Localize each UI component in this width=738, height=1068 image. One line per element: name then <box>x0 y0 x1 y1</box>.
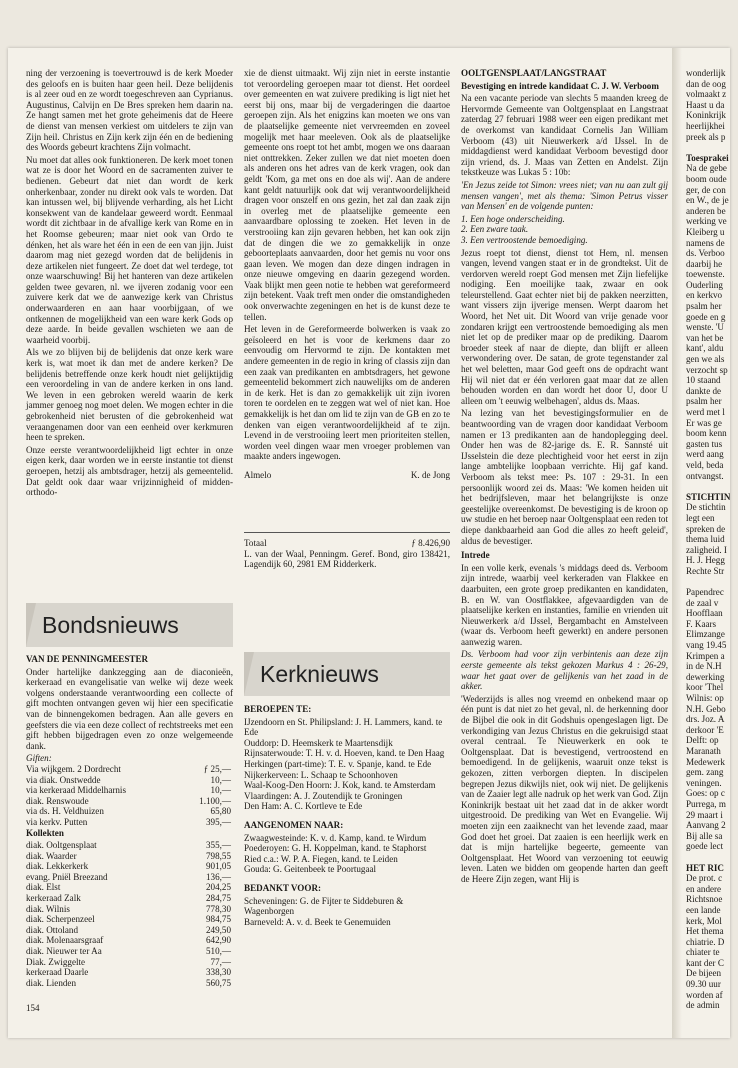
row-amount: 10,— <box>210 774 231 785</box>
text-line: worden af <box>686 989 723 1000</box>
kerknieuws-heading-box <box>244 652 450 696</box>
text-line: volmaakt z <box>686 89 727 100</box>
text-line <box>686 577 730 588</box>
amount-row <box>26 967 231 978</box>
text-line: goede en g <box>686 311 726 322</box>
intrede-title: Intrede <box>461 550 490 561</box>
text-line: toewenste. <box>686 269 725 280</box>
text-line: psalm her <box>686 301 722 312</box>
text-line: Ouderling <box>686 279 723 290</box>
row-name: diak. Wilnis <box>26 903 70 914</box>
text-line: vang 19.45 <box>686 640 727 651</box>
paragraph: Nu moet dat alles ook funktioneren. De kerk moet tonen wat ze is door het Woord en de sacramenten zuiver te bedienen. Gebeurt dat niet dan wordt de kerk onherkenbaar, zonder nu direkt ook vals te worden. Dat kan intussen wel, bij blijvende verharding, als het Licht konsekwent van de kandelaar geweerd wordt. Eenmaal wordt dit zichtbaar in de afvallige kerk van Rome en in het Roomse gebeuren; maar niet ook van Ordo te dénken, het als ware het één in een de een van jijn. Juist daarom mag niet gezegd worden dat de belijdenis in deze artikelen niet fungeert. Ze doet dat wel terdege, tot onze waarschuwing! Bij het hanteren van deze artikelen gelden twee gevaren, nl. we ijveren zodanig voor een zuivere kerk dat we de aanwezige kerk van Christus onderwaarderen en aan haar voorbijgaan, of we ontkennen de mogelijkheid van een ware kerk Gods op deze aarde. In beide gevallen wschieten we aan de waarheid voorbij. <box>26 154 233 345</box>
giften-label: Giften: <box>26 753 52 764</box>
magazine-page <box>8 48 730 1038</box>
text-line: gasten tus <box>686 438 723 449</box>
row-name: via ds. H. Veldhuizen <box>26 806 104 817</box>
totaal-label: Totaal <box>244 538 267 548</box>
text-line: en kerkvo <box>686 290 723 301</box>
list-item: Nijkerkerveen: L. Schaap te Schoonhoven <box>244 769 398 780</box>
text-line: verzocht sp <box>686 364 728 375</box>
paragraph: Ds. Verboom had voor zijn verbintenis aan deze zijn eerste gemeente als tekst gekozen Markus 4 : 26-29, waar het gaat over de gelijkenis van het zaad in de akker. <box>461 649 668 692</box>
column-4-cut <box>686 68 730 1011</box>
list-item: Gouda: G. Geitenbeek te Poortugaal <box>244 864 377 875</box>
text-line: Kleiberg u <box>686 226 725 237</box>
list-item: Waal-Koog-Den Hoorn: J. Kok, kand. te Amsterdam <box>244 780 436 791</box>
quote: 'En Jezus zeide tot Simon: vrees niet; van nu aan zult gij mensen vangen', met als thema: 'Simon Petrus visser van Mensen' en de volgende punten: <box>461 179 668 212</box>
row-amount: 560,75 <box>205 977 231 988</box>
text-line: dan de oog <box>686 78 726 89</box>
amount-row <box>26 935 231 946</box>
bondsnieuws-heading: Bondsnieuws <box>42 611 179 638</box>
text-line: derkoor 'E <box>686 724 724 735</box>
text-line: koor 'Thel <box>686 682 724 693</box>
text-line: ds. Verboo <box>686 248 725 259</box>
amount-row <box>26 957 231 968</box>
row-name: kerkeraad Zalk <box>26 893 81 904</box>
amount-row <box>26 882 231 893</box>
text-line: in de N.H <box>686 661 722 672</box>
paragraph: Het leven in de Gereformeerde bolwerken is vaak zo geïsoleerd en het is voor de kerkmens daar zo eenvoudig om Hervormd te zijn. De kontakten met andere gemeenten in de regio in kring of classis zijn dan een zaak van predikanten en ambtsdragers, het gewone gemeentelid bekommert zich nauwelijks om de anderen in de kerk. Het is dan zo gemakkelijk uit zijn ivoren toren te oordelen en te zeggen wat wel of niet kan. Hoe gemakkelijk is het dan om lid te zijn van de GB en zo te denken van eigen verantwoordelijkheid af te zijn. Levend in de verstrooiing leert men prioriteiten stellen, worden veel dingen waar men vroeger problemen van maakte anders ingewogen. <box>244 324 450 462</box>
text-line: Medewerk <box>686 756 725 767</box>
totaal-block <box>244 538 450 572</box>
amount-row <box>26 806 231 817</box>
text-line: Er was ge <box>686 417 722 428</box>
text-line: HET RIC <box>686 862 724 873</box>
row-name: Via wijkgem. 2 Dordrecht <box>26 763 121 774</box>
row-name: Diak. Zwiggelte <box>26 956 86 967</box>
row-amount: 642,90 <box>205 935 231 946</box>
column-3 <box>461 68 668 887</box>
text-line: Koninkrijk <box>686 110 726 121</box>
row-name: diak. Waarder <box>26 850 77 861</box>
text-line: een lande <box>686 904 721 915</box>
totaal-amount: ƒ 8.426,90 <box>411 538 450 548</box>
text-line: ger, de con <box>686 184 726 195</box>
bondsnieuws-heading-box <box>26 603 233 647</box>
amount-row <box>26 851 231 862</box>
row-amount: 778,30 <box>205 903 231 914</box>
text-line: psalm her <box>686 396 722 407</box>
text-line: veld, beda <box>686 459 724 470</box>
page-number: 154 <box>26 1003 40 1013</box>
text-line: Papendrec <box>686 587 724 598</box>
beroepen-title: BEROEPEN TE: <box>244 704 312 714</box>
text-line: De bijeen <box>686 968 722 979</box>
row-amount: ƒ 25,— <box>203 763 231 774</box>
totaal-address: L. van der Waal, Penningm. Geref. Bond, giro 138421, Lagendijk 60, 2981 EM Ridderkerk. <box>244 548 450 570</box>
text-line: Hoofflaan <box>686 608 723 619</box>
text-line: Aanvang 2 <box>686 820 726 831</box>
bedankt-title: BEDANKT VOOR: <box>244 882 322 893</box>
row-amount: 984,75 <box>205 914 231 925</box>
amount-row <box>26 946 231 957</box>
signature-author: K. de Jong <box>410 469 450 480</box>
text-line: spreken de <box>686 523 726 534</box>
beroepen-list <box>244 717 450 812</box>
text-line: Elimzange <box>686 629 725 640</box>
text-line: N.H. Gebo <box>686 703 726 714</box>
text-line: werd met l <box>686 407 725 417</box>
text-line: kant', aldu <box>686 343 724 354</box>
text-line: boom oude <box>686 173 727 184</box>
row-amount: 10,— <box>210 785 231 796</box>
point: 2. Een zware taak. <box>461 224 529 235</box>
kerknieuws-section <box>244 704 450 927</box>
text-line: Krimpen a <box>686 650 725 661</box>
text-line: 09.30 uur <box>686 979 721 990</box>
giften-table <box>26 764 231 828</box>
text-line: Na de gebe <box>686 163 727 174</box>
text-line: boom kenn <box>686 428 727 439</box>
text-line: wenste. 'U <box>686 322 725 333</box>
kollekten-label: Kollekten <box>26 827 64 838</box>
signature <box>244 470 450 481</box>
list-item: Zwaagwesteinde: K. v. d. Kamp, kand. te Wirdum <box>244 832 427 843</box>
section-title: VAN DE PENNINGMEESTER <box>26 654 149 664</box>
text-line: gem. zang <box>686 767 724 778</box>
text-line: Bij alle sa <box>686 830 723 841</box>
text-line: STICHTIN <box>686 491 730 502</box>
text-line: werking ve <box>686 216 727 227</box>
list-item: Scheveningen: G. de Fijter te Siddeburen & Wagenborgen <box>244 895 404 917</box>
kollekten-table <box>26 840 231 988</box>
row-amount: 77,— <box>210 956 231 967</box>
amount-row <box>26 796 231 807</box>
list-item: Poederoyen: G. H. Koppelman, kand. te Staphorst <box>244 843 427 854</box>
amount-row <box>26 925 231 936</box>
amount-row <box>26 893 231 904</box>
amount-row <box>26 775 231 786</box>
paragraph: Jezus roept tot dienst, dienst tot Hem, nl. mensen vangen, levend vangen staat er in de grondtekst. Uit de verdorven wereld roept God mensen met Zijn liefelijke nodiging. Een moeilijke taak, zwaar en ook teleurstellend. Gaat echter niet bij de pakken neerzitten, want vissers zijn ijverige mensen. Werpt daarom het Woord, het Net uit. Dit Woord van vrije genade voor zondaren krijgt een vertroostende bemoediging als men niet let op de prediker maar op de prediking. Daarom broeder steek af naar de diepte, dan blijft er alleen verwondering over. De satan, de grote tegenstander zal het wel beletten, maar God geeft ons de opdracht want Hij wil niet dat er één verloren gaat maar dat ze allen behouden worden en dan wordt het door U, door U alleen om 't eeuwig welbehagen', aldus ds. Maas. <box>461 247 668 406</box>
amount-row <box>26 872 231 883</box>
row-amount: 338,30 <box>205 967 231 978</box>
paragraph: Na een vacante periode van slechts 5 maanden kreeg de Hervormde Gemeente van Ooltgensplaat en Langstraat zaterdag 27 februari 1988 weer een eigen predikant met de overkomst van kandidaat Cornelis Jan William Verboom (43) uit Nieuwerkerk a/d IJssel. In de middagdienst werd kandidaat Verboom bevestigd door zijn vriend, ds. J. Maas van Zetten en Andelst. Zijn tekstkeuze was Lukas 5 : 10b: <box>461 93 668 178</box>
text-line: Rechte Str <box>686 565 725 576</box>
text-line: ontvangst. <box>686 470 724 481</box>
amount-row <box>26 861 231 872</box>
text-line: kerk, Mol <box>686 915 722 926</box>
paragraph: Onze eerste verantwoordelijkheid ligt echter in onze eigen kerk, daar worden we in eerste instantie tot dienst geroepen, hetzij als ambtsdrager, hetzij als gemeentelid. Dat geldt ook daar waar vrijzinnigheid of midden-orthodo- <box>26 444 233 498</box>
row-amount: 249,50 <box>205 924 231 935</box>
text-line <box>686 852 730 863</box>
list-item: Ried c.a.: W. P. A. Fiegen, kand. te Leiden <box>244 853 398 864</box>
text-line: chiatrie. D <box>686 936 725 947</box>
text-line: zaligheid. I <box>686 544 727 555</box>
text-line: F. Kaars <box>686 618 717 629</box>
text-line: chiater te <box>686 947 720 958</box>
text-line: Maranath <box>686 746 721 756</box>
row-name: diak. Lienden <box>26 977 76 988</box>
article-subtitle: Bevestiging en intrede kandidaat C. J. W. Verboom <box>461 80 659 91</box>
corner-triangle <box>26 603 36 647</box>
list-item: Herkingen (part-time): T. E. v. Spanje, kand. te Ede <box>244 758 432 769</box>
row-name: diak. Renswoude <box>26 795 89 806</box>
text-line: dankte de <box>686 385 722 396</box>
text-line: 10 staand <box>686 375 721 386</box>
row-amount: 355,— <box>205 840 231 851</box>
text-line: de zaal v <box>686 597 719 608</box>
row-amount: 284,75 <box>205 893 231 904</box>
text-line: daarbij he <box>686 258 723 269</box>
row-amount: 1.100,— <box>199 795 231 806</box>
row-name: diak. Ooltgensplaat <box>26 840 97 851</box>
amount-row <box>26 785 231 796</box>
text-line: H. J. Hegg <box>686 555 725 566</box>
list-item: Ouddorp: D. Heemskerk te Maartensdijk <box>244 737 393 748</box>
text-line: anderen be <box>686 205 726 216</box>
corner-triangle <box>244 652 254 696</box>
bondsnieuws-section <box>26 654 233 988</box>
point: 3. Een vertroostende bemoediging. <box>461 234 588 245</box>
amount-row <box>26 904 231 915</box>
paragraph: Als we zo blijven bij de belijdenis dat onze kerk ware kerk is, wat moet ik dan met de andere kerken? De belijdenis betreffende onze kerk houdt niet gelijktijdig een veroordeling in van de andere kerken in ons land. We leven in een gebroken wereld waarin de kerk jammer genoeg nog moet delen. We mogen echter in die gebrokenheid niet berusten of die gebrokenheid wat veraangenamen door van een eenheid over kerkmuren heen te spreken. <box>26 347 233 443</box>
amount-row <box>26 914 231 925</box>
paragraph: xie de dienst uitmaakt. Wij zijn niet in eerste instantie tot veroordeling geroepen maar tot dienst. Het oordeel over gemeenten en wat zuivere prediking is ligt niet het eerst bij ons, maar bij de vergaderingen die daartoe geroepen zijn. Als het enigzins kan moeten we ons van de plaatselijke gemeente niet vervreemden en zoveel mogelijk met haar meeleven. Ook als de plaatselijke gemeente ons roept tot het ambt, mogen we ons daaraan niet onttrekken. Zeker zullen we dat niet moeten doen als anderen ons het adres van de kerk vragen, ook dan geldt 'Kom, ga met ons en doe als wij'. Aan de andere kant geldt natuurlijk ook dat wij verantwoordelijkheid dragen voor onszelf en ons gezin, het zal dan zaak zijn in overleg met de plaatselijke gemeente een aanvaardbare oplossing te zoeken. Het leven in de verstrooiing kan zijn gevaren hebben, het kan ook zijn dat de dingen die we zo gemakkelijk in onze geboorteplaats aanvaarden, door het gemis nu voor ons gaan leven. We mogen dan deze dingen indragen in onze nieuwe omgeving en daarin gezegend worden. Vaak blijkt men geen notie te hebben wat gereformeerd zijn betekent. Vaak treft men onder die omstandigheden ook onverwachte zegeningen en het is de kunst deze te tellen. <box>244 68 450 322</box>
text-line: Het thema <box>686 926 724 937</box>
row-amount: 510,— <box>205 946 231 957</box>
row-name: kerkeraad Daarle <box>26 967 89 978</box>
text-line: veningen. <box>686 777 722 788</box>
text-line: wonderlijk <box>686 68 726 78</box>
row-amount: 65,80 <box>210 806 231 817</box>
row-amount: 395,— <box>205 816 231 827</box>
text-line <box>686 142 730 153</box>
text-line: Delft: op <box>686 735 719 746</box>
text-line: Purrega, m <box>686 798 726 809</box>
text-line <box>686 481 730 492</box>
text-line: Haast u da <box>686 99 725 110</box>
amount-row <box>26 840 231 851</box>
signature-place: Almelo <box>244 469 272 480</box>
divider <box>244 532 450 533</box>
list-item: IJzendoorn en St. Philipsland: J. H. Lammers, kand. te Ede <box>244 716 443 738</box>
text-line: De stichtin <box>686 502 726 513</box>
row-name: via kerkeraad Middelharnis <box>26 785 126 796</box>
page-fold <box>672 48 682 1038</box>
aangenomen-list <box>244 833 450 875</box>
column-2 <box>244 68 450 481</box>
list-item: Vlaardingen: A. J. Zoutendijk te Groningen <box>244 790 403 801</box>
aangenomen-title: AANGENOMEN NAAR: <box>244 819 344 830</box>
row-name: diak. Elst <box>26 882 61 893</box>
amount-row <box>26 817 231 828</box>
list-item: Rijnsaterwoude: T. H. v. d. Hoeven, kand. te Den Haag <box>244 748 445 759</box>
kerknieuws-heading: Kerknieuws <box>260 660 379 687</box>
row-amount: 798,55 <box>205 850 231 861</box>
amount-row <box>26 764 231 775</box>
text-line: dewerking <box>686 671 725 682</box>
text-line: de admin <box>686 1000 720 1011</box>
text-line: Goes: op c <box>686 788 725 799</box>
text-line: heerlijkhei <box>686 120 725 131</box>
row-name: diak. Scherpenzeel <box>26 914 95 925</box>
text-line: goede lect <box>686 841 724 852</box>
row-name: diak. Lekkerkerk <box>26 861 89 872</box>
text-line: De prot. c <box>686 873 723 884</box>
bedankt-list <box>244 896 450 928</box>
amount-row <box>26 978 231 989</box>
text-line: Toesprakei <box>686 152 729 163</box>
text-line: drs. Joz. A <box>686 714 725 725</box>
text-line: kant der C <box>686 957 724 968</box>
paragraph: ning der verzoening is toevertrouwd is de kerk Moeder des geloofs en is buiten haar geen heil. Deze belijdenis is al zeer oud en ze wordt toegeschreven aan Cyprianus. Augustinus, Calvijn en De Bres spreken hem daarin na. Ze hangt samen met het grote geheimenis dat de Heere de dienst van mensen verkiest om uitdelers te zijn van Zijn heil. Christus en Zijn kerk zijn één en de bediening des Woords gebeurt krachtens Zijn volmacht. <box>26 68 233 153</box>
row-amount: 901,05 <box>205 861 231 872</box>
text-line: preek als p <box>686 131 726 142</box>
paragraph: 'Wederzijds is alles nog vreemd en onbekend maar op één punt is dat niet zo het geval, nl. de herkenning door de Bijbel die ook in dit Godshuis opengeslagen ligt. De verkondiging van Jezus Christus en die gekruisigd staat overal centraal. Te Nieuwerkerk en ook te Ooltgensplaat. Dat is bevestigend, vertroostend en bemoedigend. In de gelijkenis, waaruit onze tekst is gekozen, zitten verborgen diepten. In discipelen begrepen Jezus dikwijls niet, ook wij niet. De gelijkenis van de Zaaier legt alle nadruk op het werk van God. Zijn Koninkrijk bestaat uit het zaad dat in de akker wordt uitgestrooid. De prediking van Wet en Evangelie. Wij moeten zijn een zaaiknecht van het levende zaad, maar God doet het groei. Dat zaaien is een heerlijk werk en dat is mijn hartelijke begeerte, gemeente van Ooltgensplaat. Het Woord van verzoening tot eeuwig leven. Laten we bidden om geopende harten dan geeft de Heere Zijn zegen, want Hij is <box>461 693 668 884</box>
row-name: diak. Molenaarsgraaf <box>26 935 104 946</box>
text-line: Richtsnoe <box>686 894 723 905</box>
text-line: en andere <box>686 883 722 894</box>
list-item: Barneveld: A. v. d. Beek te Genemuiden <box>244 916 391 927</box>
paragraph: Na lezing van het bevestigingsformulier en de beantwoording van de vragen door kandidaat Verboom namen er 13 predikanten aan de handoplegging deel. Onder hen was de 82-jarige ds. E. R. Sannsté uit IJsselstein die deze plechtigheid voor het eerst in zijn lange ambtelijke loopbaan verrichte. Hij gaf kand. Verboom als tekst mee: Ps. 107 : 29-31. In een persoonlijk woord zei ds. Maas: 'We komen heiden uit het bedrijfsleven, maar het belangrijkste is onze geestelijke overeenkomst. De bevestiging is de kroon op uw studie en het beroep naar Ooltgensplaat een reden tot diepe dankbaarheid aan God die alles zo heeft geleid', aldus de bevestiger. <box>461 408 668 546</box>
article-title: OOLTGENSPLAAT/LANGSTRAAT <box>461 68 607 78</box>
list-item: Den Ham: A. C. Kortleve te Ede <box>244 801 363 812</box>
row-name: diak. Ottoland <box>26 924 79 935</box>
row-name: evang. Pniël Breezand <box>26 871 108 882</box>
text-line: werd aang <box>686 449 724 460</box>
row-name: diak. Nieuwer ter Aa <box>26 946 102 957</box>
text-line: 29 maart i <box>686 809 723 820</box>
text-line: en W., de je <box>686 195 729 206</box>
paragraph: In een volle kerk, evenals 's middags deed ds. Verboom zijn intrede, waarbij veel kerkeraden van Flakkee en daarbuiten, een grote groep predikanten en kandidaten, B. en W. van Oostflakkee, afgevaardigden van de plaatselijke kerken en instanties, familie en vrienden uit Nieuwerkerk a/d IJssel, Bergambacht en Amstelveen (waar ds. Verboom heeft gewerkt) en andere personen aanwezig waren. <box>461 562 668 647</box>
point: 1. Een hoge onderscheiding. <box>461 213 565 224</box>
text-line: Wilnis: op <box>686 693 724 704</box>
text-line: legt een <box>686 512 715 523</box>
intro-text: Onder hartelijke dankzegging aan de diaconieën, kerkeraad en evangelisatie van welke wij deze week volgens onderstaande verantwoording een collecte of gift mochten ontvangen geven wij hier een specificatie van de binnengekomen bedragen. Aan alle gevers en geefsters die via een deze collect of rechtstreeks met een gift hebben bijgedragen even zo onze welgemeende dank. <box>26 666 233 751</box>
text-line: van het be <box>686 332 724 343</box>
text-line: gen we als <box>686 354 725 365</box>
row-amount: 204,25 <box>205 882 231 893</box>
row-name: via kerkv. Putten <box>26 816 88 827</box>
row-amount: 136,— <box>205 871 231 882</box>
row-name: via diak. Onstwedde <box>26 774 101 785</box>
text-line: namens de <box>686 237 725 248</box>
text-line: thema luid <box>686 534 725 545</box>
column-1 <box>26 68 233 500</box>
